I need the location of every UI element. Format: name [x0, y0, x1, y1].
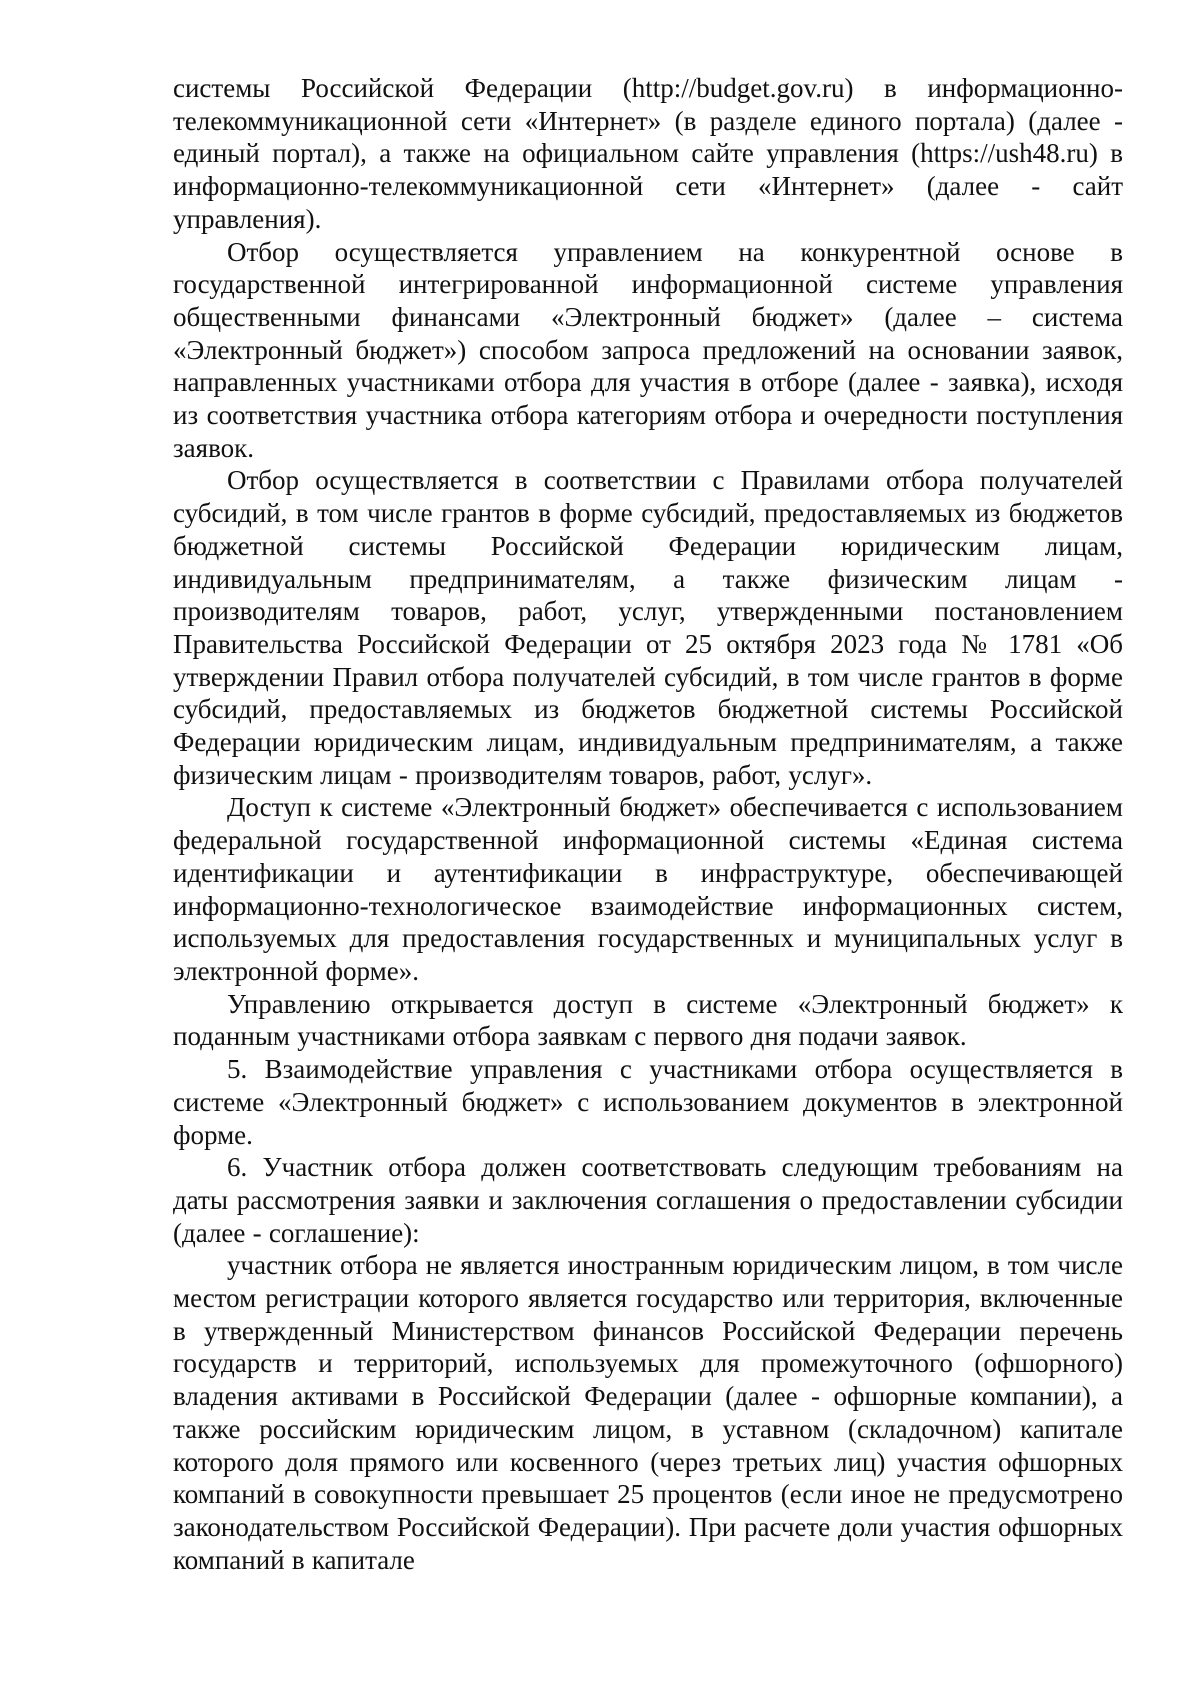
paragraph-item-6: 6. Участник отбора должен соответствовать следующим требованиям на даты рассмотрения заявки и заключения соглашения о предоставлении субсидии (далее - соглашение): — [173, 1152, 1123, 1248]
document-page — [173, 72, 1123, 1576]
paragraph-department-access: Управлению открывается доступ в системе «Электронный бюджет» к поданным участниками отбора заявкам с первого дня подачи заявок. — [173, 988, 1123, 1052]
paragraph-item-5: 5. Взаимодействие управления с участниками отбора осуществляется в системе «Электронный бюджет» с использованием документов в электронной форме. — [173, 1054, 1123, 1150]
paragraph-requirement-offshore: участник отбора не является иностранным юридическим лицом, в том числе местом регистрации которого является государство или территория, включенные в утвержденный Министерством финансов Российской Федерации перечень государств и территорий, используемых для промежуточного (офшорного) владения активами в Российской Федерации (далее - офшорные компании), а также российским юридическим лицом, в уставном (складочном) капитале которого доля прямого или косвенного (через третьих лиц) участия офшорных компаний в совокупности превышает 25 процентов (если иное не предусмотрено законодательством Российской Федерации). При расчете доли участия офшорных компаний в капитале — [173, 1250, 1123, 1575]
paragraph-continuation: системы Российской Федерации (http://budget.gov.ru) в информационно-телекоммуникационной сети «Интернет» (в разделе единого портала) (далее - единый портал), а также на официальном сайте управления (https://ush48.ru) в информационно-телекоммуникационной сети «Интернет» (далее - сайт управления). — [173, 73, 1123, 234]
paragraph-selection-rules: Отбор осуществляется в соответствии с Правилами отбора получателей субсидий, в том числе грантов в форме субсидий, предоставляемых из бюджетов бюджетной системы Российской Федерации юридическим лицам, индивидуальным предпринимателям, а также физическим лицам - производителям товаров, работ, услуг, утвержденными постановлением Правительства Российской Федерации от 25 октября 2023 года № 1781 «Об утверждении Правил отбора получателей субсидий, в том числе грантов в форме субсидий, предоставляемых из бюджетов бюджетной системы Российской Федерации юридическим лицам, индивидуальным предпринимателям, а также физическим лицам - производителям товаров, работ, услуг». — [173, 465, 1123, 790]
paragraph-selection-basis: Отбор осуществляется управлением на конкурентной основе в государственной интегрированной информационной системе управления общественными финансами «Электронный бюджет» (далее – система «Электронный бюджет») способом запроса предложений на основании заявок, направленных участниками отбора для участия в отборе (далее - заявка), исходя из соответствия участника отбора категориям отбора и очередности поступления заявок. — [173, 236, 1123, 463]
paragraph-system-access: Доступ к системе «Электронный бюджет» обеспечивается с использованием федеральной государственной информационной системы «Единая система идентификации и аутентификации в инфраструктуре, обеспечивающей информационно-технологическое взаимодействие информационных систем, используемых для предоставления государственных и муниципальных услуг в электронной форме». — [173, 792, 1123, 986]
